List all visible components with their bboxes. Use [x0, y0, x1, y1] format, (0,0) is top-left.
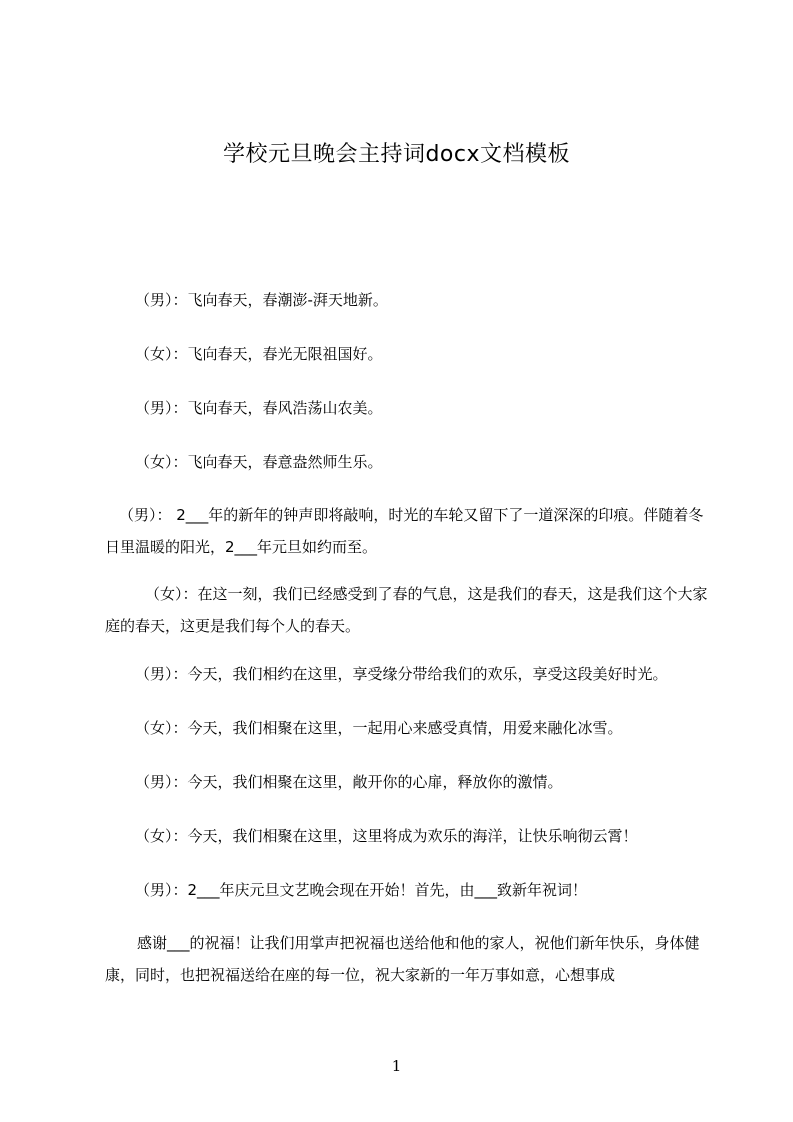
paragraph-8: （女）：今天，我们相聚在这里，一起用心来感受真情，用爱来融化冰雪。: [135, 719, 623, 737]
paragraph-11: （男）：2___年庆元旦文艺晚会现在开始！首先，由___致新年祝词！: [135, 881, 588, 899]
paragraph-10: （女）：今天，我们相聚在这里，这里将成为欢乐的海洋，让快乐响彻云霄！: [135, 827, 638, 845]
paragraph-12: 感谢___的祝福！让我们用掌声把祝福也送给他和他的家人，祝他们新年快乐，身体健康，同时，也把祝福送给在座的每一位，祝大家新的一年万事如意，心想事成: [105, 934, 700, 984]
paragraph-1: （男）：飞向春天，春潮澎-湃天地新。: [135, 291, 388, 309]
paragraph-9: （男）：今天，我们相聚在这里，敞开你的心扉，释放你的激情。: [135, 773, 563, 791]
paragraph-2: （女）：飞向春天，春光无限祖国好。: [135, 345, 383, 363]
paragraph-7: （男）：今天，我们相约在这里，享受缘分带给我们的欢乐，享受这段美好时光。: [135, 665, 668, 683]
paragraph-4: （女）：飞向春天，春意盎然师生乐。: [135, 453, 383, 471]
paragraph-3: （男）：飞向春天，春风浩荡山农美。: [135, 399, 383, 417]
paragraph-5: （男）： 2___年的新年的钟声即将敲响，时光的车轮又留下了一道深深的印痕。伴随着冬日里温暖的阳光，2___年元旦如约而至。: [105, 506, 704, 556]
page-number: 1: [391, 1057, 402, 1075]
document-title: 学校元旦晚会主持词docx文档模板: [222, 142, 571, 167]
paragraph-6: （女）：在这一刻，我们已经感受到了春的气息，这是我们的春天，这是我们这个大家庭的春天，这更是我们每个人的春天。: [105, 585, 708, 635]
